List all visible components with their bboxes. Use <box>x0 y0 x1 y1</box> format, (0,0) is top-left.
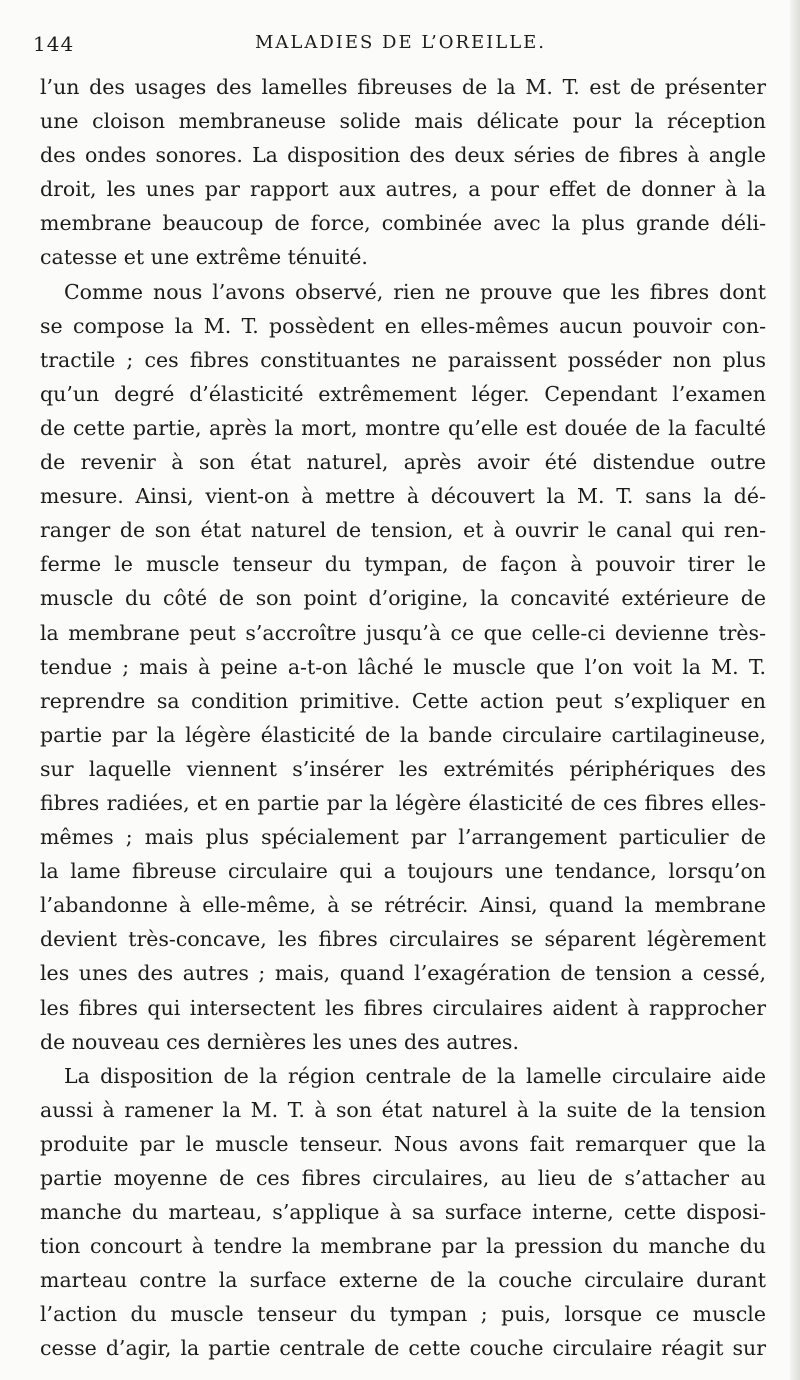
paragraph-first-line: Comme nous l’avons observé, rien ne prouve que les fibres dont <box>64 279 766 304</box>
text-line: tendue ; mais à peine a-t-on lâché le muscle que l’on voit la M. T. <box>40 654 766 679</box>
running-head <box>33 32 768 60</box>
text-line: sur laquelle viennent s’insérer les extrémités périphériques des <box>40 756 766 781</box>
text-line: de cette partie, après la mort, montre qu’elle est douée de la faculté <box>40 415 766 440</box>
text-line: une cloison membraneuse solide mais délicate pour la réception <box>40 109 766 134</box>
text-line: produite par le muscle tenseur. Nous avons fait remarquer que la <box>40 1131 766 1156</box>
running-head-title: MALADIES DE L’OREILLE. <box>254 32 547 53</box>
text-line: partie par la légère élasticité de la bande circulaire cartilagineuse, <box>40 722 766 747</box>
text-line: de revenir à son état naturel, après avoir été distendue outre <box>40 450 766 475</box>
text-line: mêmes ; mais plus spécialement par l’arrangement particulier de <box>40 825 766 850</box>
body-text <box>40 70 766 1366</box>
text-line: droit, les unes par rapport aux autres, a pour effet de donner à la <box>40 177 766 202</box>
page-number: 144 <box>33 32 75 56</box>
text-line: mesure. Ainsi, vient-on à mettre à découvert la M. T. sans la dé- <box>40 484 766 509</box>
text-line: l’abandonne à elle-même, à se rétrécir. Ainsi, quand la membrane <box>40 893 766 918</box>
text-line: membrane beaucoup de force, combinée avec la plus grande déli- <box>40 211 766 236</box>
text-line: ferme le muscle tenseur du tympan, de façon à pouvoir tirer le <box>40 552 766 577</box>
paragraph-first-line: La disposition de la région centrale de la lamelle circulaire aide <box>64 1063 766 1088</box>
page-edge-shadow <box>790 0 800 1380</box>
text-line: muscle du côté de son point d’origine, la concavité extérieure de <box>40 586 766 611</box>
text-line: se compose la M. T. possèdent en elles-mêmes aucun pouvoir con- <box>40 313 766 338</box>
text-line: devient très-concave, les fibres circulaires se séparent légèrement <box>40 927 766 952</box>
text-line: la membrane peut s’accroître jusqu’à ce que celle-ci devienne très- <box>40 620 766 645</box>
text-line: la lame fibreuse circulaire qui a toujours une tendance, lorsqu’on <box>40 859 766 884</box>
text-line: qu’un degré d’élasticité extrêmement léger. Cependant l’examen <box>40 381 766 406</box>
text-line: l’un des usages des lamelles fibreuses de la M. T. est de présenter <box>40 75 766 99</box>
text-line: tion concourt à tendre la membrane par la pression du manche du <box>40 1234 766 1259</box>
text-line: de nouveau ces dernières les unes des autres. <box>40 1029 519 1054</box>
text-line: catesse et une extrême ténuité. <box>40 245 368 270</box>
text-line: ranger de son état naturel de tension, et à ouvrir le canal qui ren- <box>40 518 766 543</box>
text-line: reprendre sa condition primitive. Cette action peut s’expliquer en <box>40 688 766 713</box>
text-line: des ondes sonores. La disposition des deux séries de fibres à angle <box>40 143 766 168</box>
text-line: manche du marteau, s’applique à sa surface interne, cette disposi- <box>40 1200 766 1225</box>
text-line: fibres radiées, et en partie par la légère élasticité de ces fibres elles- <box>40 790 766 815</box>
text-line: tractile ; ces fibres constituantes ne paraissent posséder non plus <box>40 347 766 372</box>
text-line: l’action du muscle tenseur du tympan ; puis, lorsque ce muscle <box>40 1302 766 1327</box>
text-line: les fibres qui intersectent les fibres circulaires aident à rapprocher <box>40 995 766 1020</box>
text-line: partie moyenne de ces fibres circulaires, au lieu de s’attacher au <box>40 1166 766 1190</box>
text-line: aussi à ramener la M. T. à son état naturel à la suite de la tension <box>40 1097 766 1122</box>
text-line: cesse d’agir, la partie centrale de cette couche circulaire réagit sur <box>40 1336 766 1361</box>
text-line: marteau contre la surface externe de la couche circulaire durant <box>40 1268 766 1293</box>
text-line: les unes des autres ; mais, quand l’exagération de tension a cessé, <box>40 961 766 986</box>
